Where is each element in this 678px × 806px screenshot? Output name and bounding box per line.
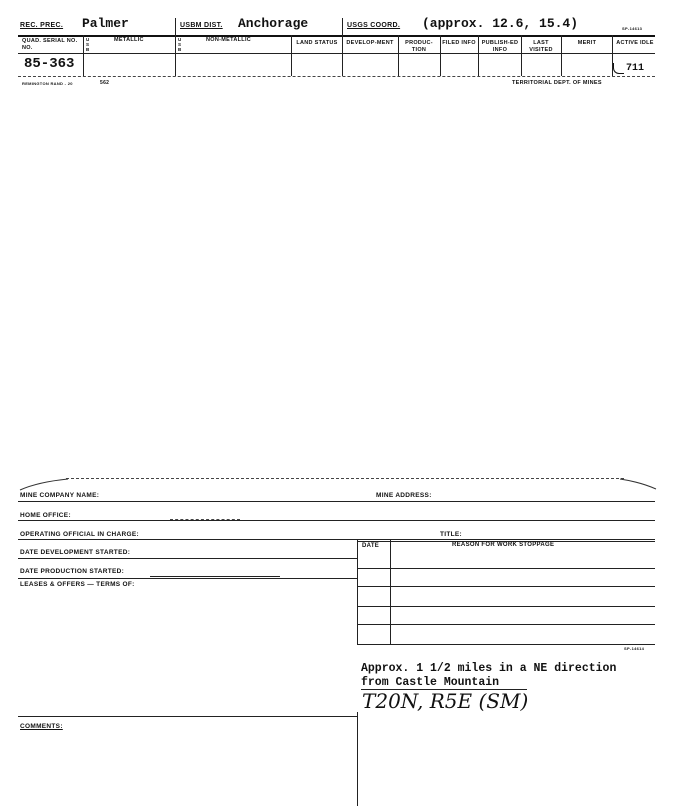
divider — [478, 35, 479, 76]
nonmetallic-label: NON-METALLIC — [206, 37, 252, 43]
table-row — [357, 624, 655, 625]
rec-prec-label: REC. PREC. — [20, 22, 64, 29]
location-line-1: Approx. 1 1/2 miles in a NE direction — [361, 662, 617, 675]
form-code-top: SP-14613 — [622, 26, 643, 31]
card-corner-left — [18, 476, 70, 492]
printer-code: 562 — [100, 80, 110, 86]
handwritten-note: T20N, R5E (SM) — [362, 689, 529, 713]
usgs-coord-value: (approx. 12.6, 15.4) — [422, 16, 579, 31]
checkmark-icon — [613, 63, 624, 74]
merit-label: MERIT — [577, 40, 597, 46]
table-row — [357, 644, 655, 645]
date-column-label: DATE — [362, 543, 380, 549]
divider — [342, 18, 343, 76]
development-label: DEVELOP-MENT — [346, 40, 394, 46]
divider — [398, 35, 399, 76]
header-rule-bottom — [18, 76, 655, 77]
leases-label: LEASES & OFFERS — TERMS OF: — [20, 581, 135, 588]
comments-divider — [357, 712, 358, 806]
title-label: TITLE: — [440, 531, 463, 538]
comments-label: COMMENTS: — [20, 723, 63, 730]
divider — [561, 35, 562, 76]
filed-info-label: FILED INFO — [442, 40, 476, 46]
printer-note: REMINGTON RAND - 20 — [22, 81, 73, 86]
header-rule-mid — [18, 53, 655, 54]
department-label: TERRITORIAL DEPT. OF MINES — [512, 80, 602, 86]
table-border-left — [357, 539, 358, 645]
location-line-2: from Castle Mountain — [361, 676, 500, 689]
table-divider — [390, 539, 391, 645]
divider — [175, 18, 176, 76]
divider — [83, 35, 84, 76]
usb-label-1: U S B — [86, 37, 90, 52]
form-code-bottom: SP-14614 — [624, 646, 645, 651]
metallic-label: METALLIC — [114, 37, 144, 43]
reason-column-label: REASON FOR WORK STOPPAGE — [452, 542, 555, 548]
table-row — [357, 606, 655, 607]
operating-official-label: OPERATING OFFICIAL IN CHARGE: — [20, 531, 139, 538]
divider — [440, 35, 441, 76]
serial-number-value: 85-363 — [24, 56, 75, 72]
usbm-dist-value: Anchorage — [238, 16, 309, 31]
rule — [18, 501, 655, 502]
usbm-dist-label: USBM DIST. — [180, 22, 223, 29]
date-development-label: DATE DEVELOPMENT STARTED: — [20, 549, 131, 556]
rule — [18, 716, 357, 717]
published-info-label: PUBLISH-ED INFO — [481, 40, 519, 53]
rule — [18, 578, 357, 579]
last-visited-label: LAST VISITED — [529, 40, 553, 53]
divider — [291, 35, 292, 76]
home-office-label: HOME OFFICE: — [20, 512, 71, 519]
rec-prec-value: Palmer — [82, 16, 129, 31]
rule — [150, 576, 280, 577]
land-status-label: LAND STATUS — [296, 40, 338, 46]
rule — [18, 558, 357, 559]
card-top-edge — [66, 478, 624, 479]
mine-company-label: MINE COMPANY NAME: — [20, 492, 100, 499]
quad-serial-label: QUAD. SERIAL NO. NO. — [22, 38, 78, 51]
date-production-label: DATE PRODUCTION STARTED: — [20, 568, 125, 575]
production-label: PRODUC-TION — [405, 40, 433, 53]
active-idle-value: 711 — [626, 63, 645, 74]
divider — [521, 35, 522, 76]
rule — [18, 539, 655, 540]
active-idle-label: ACTIVE IDLE — [616, 40, 654, 46]
table-row — [357, 586, 655, 587]
table-row — [357, 568, 655, 569]
card-corner-right — [618, 476, 658, 492]
mine-address-label: MINE ADDRESS: — [376, 492, 432, 499]
usgs-coord-label: USGS COORD. — [347, 22, 401, 29]
rule — [18, 520, 655, 521]
usb-label-2: U S B — [178, 37, 182, 52]
